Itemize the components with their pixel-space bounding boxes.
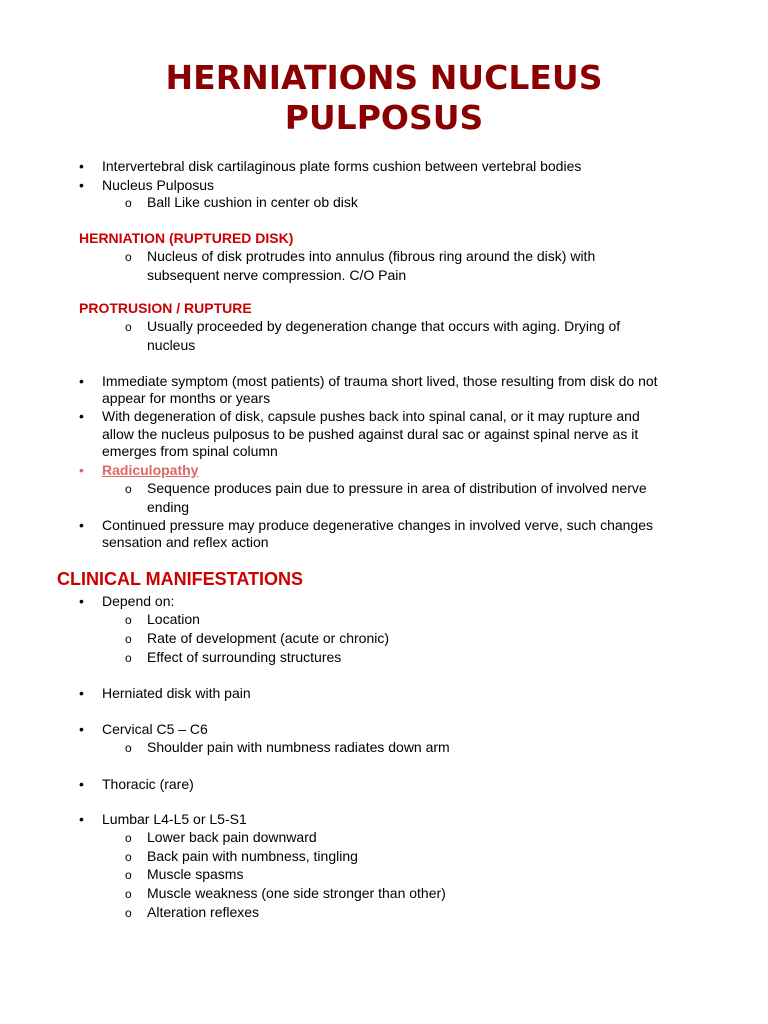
list-item: Herniated disk with pain — [102, 685, 251, 701]
sub-bullet-icon: o — [125, 887, 132, 901]
sub-list-item: Shoulder pain with numbness radiates down arm — [147, 739, 450, 755]
bullet-icon: • — [79, 408, 84, 424]
page-title-line-1: HERNIATIONS NUCLEUS — [165, 58, 603, 97]
sub-bullet-icon: o — [125, 868, 132, 882]
list-item-continued: allow the nucleus pulposus to be pushed against dural sac or against spinal nerve as it — [102, 426, 639, 442]
bullet-icon: • — [79, 517, 84, 533]
list-item-continued: emerges from spinal column — [102, 443, 278, 459]
sub-bullet-icon: o — [125, 651, 132, 665]
sub-list-item: Lower back pain downward — [147, 829, 317, 845]
sub-bullet-icon: o — [125, 250, 132, 264]
list-item: Depend on: — [102, 593, 175, 609]
sub-list-item: Effect of surrounding structures — [147, 649, 342, 665]
list-item: Continued pressure may produce degenerative changes in involved verve, such changes — [102, 517, 654, 533]
sub-list-item-continued: nucleus — [147, 337, 196, 353]
sub-list-item: Muscle spasms — [147, 866, 244, 882]
sub-list-item: Back pain with numbness, tingling — [147, 848, 358, 864]
sub-list-item: Alteration reflexes — [147, 904, 260, 920]
bullet-icon: • — [79, 721, 84, 737]
sub-list-item: Muscle weakness (one side stronger than other) — [147, 885, 446, 901]
bullet-icon: • — [79, 373, 84, 389]
sub-list-item: Rate of development (acute or chronic) — [147, 630, 390, 646]
sub-list-item-continued: ending — [147, 499, 190, 515]
bullet-icon: • — [79, 158, 84, 174]
list-item: Cervical C5 – C6 — [102, 721, 208, 737]
bullet-icon: • — [79, 462, 84, 478]
section-heading-clinical: CLINICAL MANIFESTATIONS — [57, 569, 303, 589]
sub-list-item: Sequence produces pain due to pressure in area of distribution of involved nerve — [147, 480, 647, 496]
bullet-icon: • — [79, 593, 84, 609]
sub-bullet-icon: o — [125, 196, 132, 210]
bullet-icon: • — [79, 776, 84, 792]
sub-list-item: Ball Like cushion in center ob disk — [147, 194, 358, 210]
list-item: Nucleus Pulposus — [102, 177, 215, 193]
sub-bullet-icon: o — [125, 831, 132, 845]
list-item-continued: sensation and reflex action — [102, 534, 269, 550]
list-item: With degeneration of disk, capsule pushes back into spinal canal, or it may rupture and — [102, 408, 640, 424]
sub-list-item-continued: subsequent nerve compression. C/O Pain — [147, 267, 407, 283]
subheading-protrusion: PROTRUSION / RUPTURE — [79, 300, 252, 316]
radiculopathy-link[interactable]: Radiculopathy — [102, 462, 199, 478]
sub-bullet-icon: o — [125, 850, 132, 864]
subheading-herniation: HERNIATION (RUPTURED DISK) — [79, 230, 294, 246]
sub-list-item: Location — [147, 611, 200, 627]
bullet-icon: • — [79, 177, 84, 193]
list-item: Immediate symptom (most patients) of trauma short lived, those resulting from disk do not — [102, 373, 658, 389]
list-item: Thoracic (rare) — [102, 776, 194, 792]
sub-list-item: Nucleus of disk protrudes into annulus (fibrous ring around the disk) with — [147, 248, 596, 264]
page-title-line-2: PULPOSUS — [284, 98, 484, 137]
sub-bullet-icon: o — [125, 320, 132, 334]
list-item: Intervertebral disk cartilaginous plate forms cushion between vertebral bodies — [102, 158, 582, 174]
sub-bullet-icon: o — [125, 482, 132, 496]
bullet-icon: • — [79, 811, 84, 827]
list-item-continued: appear for months or years — [102, 390, 271, 406]
sub-bullet-icon: o — [125, 741, 132, 755]
sub-bullet-icon: o — [125, 906, 132, 920]
sub-bullet-icon: o — [125, 613, 132, 627]
bullet-icon: • — [79, 685, 84, 701]
sub-bullet-icon: o — [125, 632, 132, 646]
list-item: Lumbar L4-L5 or L5-S1 — [102, 811, 247, 827]
sub-list-item: Usually proceeded by degeneration change that occurs with aging. Drying of — [147, 318, 621, 334]
